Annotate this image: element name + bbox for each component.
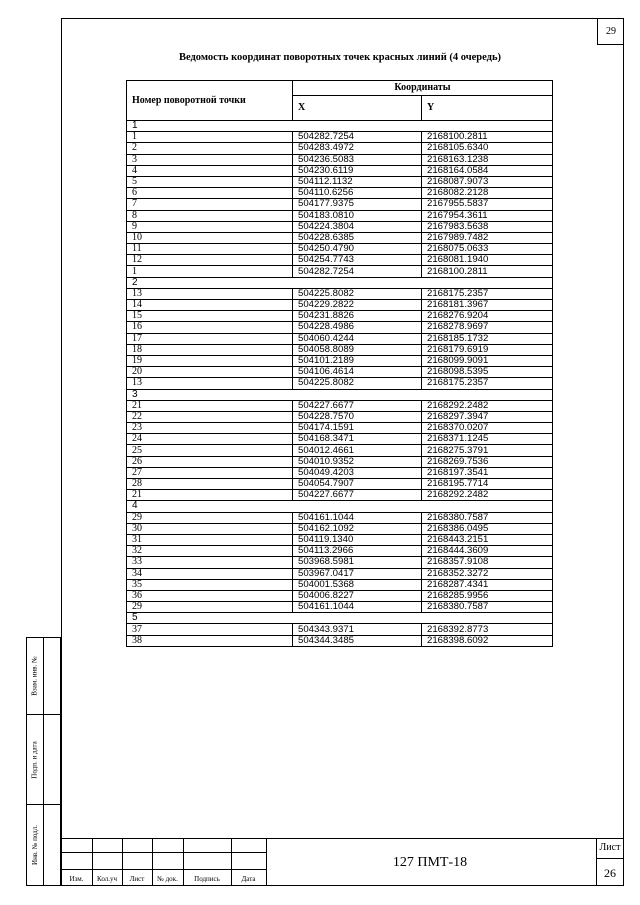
y-coordinate-cell: 2168197.3541 <box>422 467 553 478</box>
table-row <box>127 300 553 311</box>
y-coordinate-cell: 2168175.2357 <box>422 288 553 299</box>
table-row <box>127 467 553 478</box>
x-coordinate-cell: 504230.6119 <box>293 165 422 176</box>
group-row <box>127 389 553 400</box>
x-coordinate-cell: 504001.5368 <box>293 579 422 590</box>
y-coordinate-cell: 2168099.9091 <box>422 355 553 366</box>
point-number-cell: 15 <box>127 311 293 322</box>
page-corner-number: 29 <box>597 18 624 45</box>
x-coordinate-cell: 504113.2966 <box>293 546 422 557</box>
point-number-cell: 2 <box>127 143 293 154</box>
strip-cell-inventory <box>27 805 62 885</box>
stamp-col-sheet: Лист <box>129 875 145 883</box>
point-number-cell: 25 <box>127 445 293 456</box>
y-coordinate-cell: 2168163.1238 <box>422 154 553 165</box>
point-number-cell: 31 <box>127 534 293 545</box>
table-row <box>127 534 553 545</box>
x-coordinate-cell: 504049.4203 <box>293 467 422 478</box>
point-number-cell: 16 <box>127 322 293 333</box>
point-number-cell: 37 <box>127 624 293 635</box>
y-coordinate-cell: 2168181.3967 <box>422 300 553 311</box>
x-coordinate-cell: 504058.8089 <box>293 344 422 355</box>
table-row <box>127 143 553 154</box>
x-coordinate-cell: 504344.3485 <box>293 635 422 646</box>
point-number-cell: 17 <box>127 333 293 344</box>
y-coordinate-cell: 2168292.2482 <box>422 400 553 411</box>
x-coordinate-cell: 504110.6256 <box>293 188 422 199</box>
document-code: 127 ПМТ-18 <box>392 855 468 870</box>
group-row <box>127 613 553 624</box>
y-coordinate-cell: 2168275.3791 <box>422 445 553 456</box>
strip-cell-signature <box>27 715 62 805</box>
table-row <box>127 165 553 176</box>
sheet-number: 26 <box>604 866 616 880</box>
x-coordinate-cell: 504183.0810 <box>293 210 422 221</box>
table-row <box>127 355 553 366</box>
y-coordinate-cell: 2168370.0207 <box>422 423 553 434</box>
header-y: Y <box>422 96 553 121</box>
table-row <box>127 378 553 389</box>
y-coordinate-cell: 2168082.2128 <box>422 188 553 199</box>
y-coordinate-cell: 2168185.1732 <box>422 333 553 344</box>
point-number-cell: 21 <box>127 490 293 501</box>
y-coordinate-cell: 2168292.2482 <box>422 490 553 501</box>
table-row <box>127 434 553 445</box>
x-coordinate-cell: 504006.8227 <box>293 590 422 601</box>
y-coordinate-cell: 2167989.7482 <box>422 232 553 243</box>
point-number-cell: 29 <box>127 512 293 523</box>
y-coordinate-cell: 2168443.2151 <box>422 534 553 545</box>
point-number-cell: 12 <box>127 255 293 266</box>
stamp-col-change: Изм. <box>69 875 84 883</box>
point-number-cell: 30 <box>127 523 293 534</box>
table-row <box>127 311 553 322</box>
x-coordinate-cell: 504162.1092 <box>293 523 422 534</box>
point-number-cell: 5 <box>127 176 293 187</box>
header-point-number: Номер поворотной точки <box>127 81 293 121</box>
table-row <box>127 635 553 646</box>
y-coordinate-cell: 2168105.6340 <box>422 143 553 154</box>
x-coordinate-cell: 504225.8082 <box>293 288 422 299</box>
stamp-col-doc: № док. <box>157 875 178 883</box>
x-coordinate-cell: 504161.1044 <box>293 512 422 523</box>
table-row <box>127 322 553 333</box>
x-coordinate-cell: 504250.4790 <box>293 244 422 255</box>
x-coordinate-cell: 504231.8826 <box>293 311 422 322</box>
table-row <box>127 199 553 210</box>
x-coordinate-cell: 504224.3804 <box>293 221 422 232</box>
y-coordinate-cell: 2168100.2811 <box>422 132 553 143</box>
y-coordinate-cell: 2167954.3611 <box>422 210 553 221</box>
table-row <box>127 255 553 266</box>
table-row <box>127 512 553 523</box>
point-number-cell: 36 <box>127 590 293 601</box>
y-coordinate-cell: 2168276.9204 <box>422 311 553 322</box>
x-coordinate-cell: 504177.9375 <box>293 199 422 210</box>
point-number-cell: 18 <box>127 344 293 355</box>
y-coordinate-cell: 2168269.7536 <box>422 456 553 467</box>
x-coordinate-cell: 504236.5083 <box>293 154 422 165</box>
point-number-cell: 10 <box>127 232 293 243</box>
table-row <box>127 188 553 199</box>
y-coordinate-cell: 2168398.6092 <box>422 635 553 646</box>
y-coordinate-cell: 2168380.7587 <box>422 512 553 523</box>
x-coordinate-cell: 504254.7743 <box>293 255 422 266</box>
group-row <box>127 501 553 512</box>
point-number-cell: 38 <box>127 635 293 646</box>
point-number-cell: 6 <box>127 188 293 199</box>
x-coordinate-cell: 504282.7254 <box>293 132 422 143</box>
y-coordinate-cell: 2168380.7587 <box>422 602 553 613</box>
x-coordinate-cell: 504161.1044 <box>293 602 422 613</box>
table-row <box>127 579 553 590</box>
y-coordinate-cell: 2168357.9108 <box>422 557 553 568</box>
header-x: X <box>293 96 422 121</box>
table-row <box>127 523 553 534</box>
coordinates-body <box>127 121 553 647</box>
point-number-cell: 13 <box>127 288 293 299</box>
x-coordinate-cell: 504168.3471 <box>293 434 422 445</box>
coordinates-table <box>126 80 553 647</box>
x-coordinate-cell: 504228.6385 <box>293 232 422 243</box>
y-coordinate-cell: 2168087.9073 <box>422 176 553 187</box>
x-coordinate-cell: 504012.4661 <box>293 445 422 456</box>
strip-label-replace: Взам. инв. № <box>31 656 40 696</box>
table-row <box>127 423 553 434</box>
header-coordinates: Координаты <box>293 81 553 96</box>
y-coordinate-cell: 2168081.1940 <box>422 255 553 266</box>
sheet-label: Лист <box>599 842 621 853</box>
y-coordinate-cell: 2167955.5837 <box>422 199 553 210</box>
y-coordinate-cell: 2168352.3272 <box>422 568 553 579</box>
point-number-cell: 9 <box>127 221 293 232</box>
point-number-cell: 11 <box>127 244 293 255</box>
y-coordinate-cell: 2168285.9956 <box>422 590 553 601</box>
group-row <box>127 121 553 132</box>
y-coordinate-cell: 2168386.0495 <box>422 523 553 534</box>
x-coordinate-cell: 504227.6677 <box>293 490 422 501</box>
strip-label-inventory: Инв. № подл. <box>31 825 40 865</box>
x-coordinate-cell: 504229.2822 <box>293 300 422 311</box>
y-coordinate-cell: 2168371.1245 <box>422 434 553 445</box>
point-number-cell: 4 <box>127 165 293 176</box>
table-row <box>127 367 553 378</box>
table-row <box>127 590 553 601</box>
strip-cell-replace <box>27 638 62 715</box>
y-coordinate-cell: 2168392.8773 <box>422 624 553 635</box>
table-row <box>127 244 553 255</box>
table-row <box>127 602 553 613</box>
table-row <box>127 221 553 232</box>
table-row <box>127 490 553 501</box>
y-coordinate-cell: 2168098.5395 <box>422 367 553 378</box>
x-coordinate-cell: 504283.4972 <box>293 143 422 154</box>
point-number-cell: 28 <box>127 479 293 490</box>
y-coordinate-cell: 2168287.4341 <box>422 579 553 590</box>
table-row <box>127 400 553 411</box>
y-coordinate-cell: 2168175.2357 <box>422 378 553 389</box>
point-number-cell: 33 <box>127 557 293 568</box>
table-row <box>127 288 553 299</box>
table-row <box>127 546 553 557</box>
point-number-cell: 23 <box>127 423 293 434</box>
point-number-cell: 27 <box>127 467 293 478</box>
point-number-cell: 22 <box>127 411 293 422</box>
x-coordinate-cell: 504228.7570 <box>293 411 422 422</box>
point-number-cell: 34 <box>127 568 293 579</box>
table-row <box>127 176 553 187</box>
table-row <box>127 456 553 467</box>
table-row <box>127 210 553 221</box>
x-coordinate-cell: 504101.2189 <box>293 355 422 366</box>
stamp-col-date: Дата <box>241 875 256 883</box>
x-coordinate-cell: 504112.1132 <box>293 176 422 187</box>
point-number-cell: 26 <box>127 456 293 467</box>
stamp-col-signature: Подпись <box>194 875 220 883</box>
table-row <box>127 568 553 579</box>
x-coordinate-cell: 504174.1591 <box>293 423 422 434</box>
y-coordinate-cell: 2167983.5638 <box>422 221 553 232</box>
y-coordinate-cell: 2168164.0584 <box>422 165 553 176</box>
point-number-cell: 14 <box>127 300 293 311</box>
x-coordinate-cell: 504282.7254 <box>293 266 422 277</box>
x-coordinate-cell: 504010.9352 <box>293 456 422 467</box>
x-coordinate-cell: 504119.1340 <box>293 534 422 545</box>
document-title: Ведомость координат поворотных точек красных линий (4 очередь) <box>178 52 502 63</box>
x-coordinate-cell: 504225.8082 <box>293 378 422 389</box>
table-row <box>127 232 553 243</box>
table-row <box>127 411 553 422</box>
group-row <box>127 277 553 288</box>
table-row <box>127 132 553 143</box>
point-number-cell: 35 <box>127 579 293 590</box>
point-number-cell: 3 <box>127 154 293 165</box>
table-row <box>127 266 553 277</box>
x-coordinate-cell: 504060.4244 <box>293 333 422 344</box>
group-label: 3 <box>127 389 553 400</box>
y-coordinate-cell: 2168179.6919 <box>422 344 553 355</box>
y-coordinate-cell: 2168297.3947 <box>422 411 553 422</box>
x-coordinate-cell: 504054.7907 <box>293 479 422 490</box>
table-row <box>127 479 553 490</box>
table-row <box>127 154 553 165</box>
point-number-cell: 19 <box>127 355 293 366</box>
x-coordinate-cell: 504106.4614 <box>293 367 422 378</box>
group-label: 4 <box>127 501 553 512</box>
x-coordinate-cell: 503967.0417 <box>293 568 422 579</box>
y-coordinate-cell: 2168278.9697 <box>422 322 553 333</box>
x-coordinate-cell: 504343.9371 <box>293 624 422 635</box>
x-coordinate-cell: 503968.5981 <box>293 557 422 568</box>
point-number-cell: 21 <box>127 400 293 411</box>
point-number-cell: 32 <box>127 546 293 557</box>
point-number-cell: 29 <box>127 602 293 613</box>
table-row <box>127 445 553 456</box>
y-coordinate-cell: 2168075.0633 <box>422 244 553 255</box>
group-label: 1 <box>127 121 553 132</box>
point-number-cell: 24 <box>127 434 293 445</box>
group-label: 2 <box>127 277 553 288</box>
y-coordinate-cell: 2168195.7714 <box>422 479 553 490</box>
point-number-cell: 1 <box>127 132 293 143</box>
point-number-cell: 20 <box>127 367 293 378</box>
strip-label-signature: Подп. и дата <box>31 740 39 779</box>
point-number-cell: 1 <box>127 266 293 277</box>
x-coordinate-cell: 504228.4986 <box>293 322 422 333</box>
group-label: 5 <box>127 613 553 624</box>
y-coordinate-cell: 2168444.3609 <box>422 546 553 557</box>
point-number-cell: 13 <box>127 378 293 389</box>
side-strip <box>26 637 61 886</box>
table-row <box>127 557 553 568</box>
y-coordinate-cell: 2168100.2811 <box>422 266 553 277</box>
table-row <box>127 333 553 344</box>
table-row <box>127 624 553 635</box>
point-number-cell: 7 <box>127 199 293 210</box>
table-row <box>127 344 553 355</box>
point-number-cell: 8 <box>127 210 293 221</box>
stamp-col-count: Кол.уч <box>97 875 117 883</box>
x-coordinate-cell: 504227.6677 <box>293 400 422 411</box>
